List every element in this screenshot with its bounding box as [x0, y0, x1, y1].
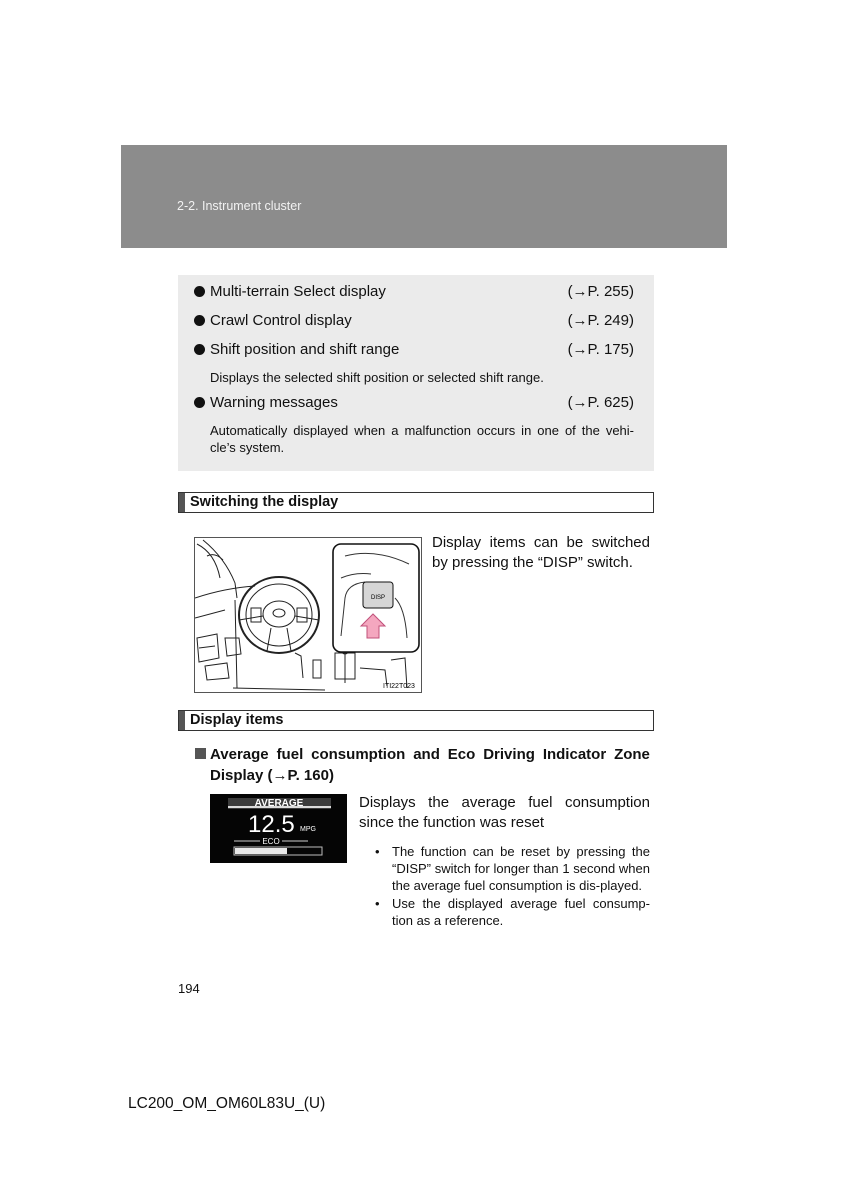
- section-heading-switching: [178, 492, 654, 513]
- subheading-word: Average: [195, 744, 269, 765]
- list-item-text: The function can be reset by pressing the “DISP” switch for longer than 1 second when the average fuel consumption is dis-played.: [392, 844, 650, 893]
- heading-marker: [179, 711, 185, 730]
- heading-text: Switching the display: [190, 494, 339, 510]
- item-note: Displays the selected shift position or selected shift range.: [210, 370, 544, 385]
- page-reference: (→P. 625): [567, 394, 634, 411]
- bullet-dot-icon: [194, 315, 205, 326]
- list-item: [375, 895, 650, 929]
- square-bullet-icon: [195, 748, 206, 759]
- list-item: [194, 394, 634, 411]
- subheading-line2: Display (→P. 160): [210, 767, 334, 784]
- item-label: Multi-terrain Select display: [210, 283, 386, 300]
- eco-display-screen: [210, 794, 347, 863]
- eco-screen-value: 12.5: [248, 811, 295, 838]
- list-item: [194, 312, 634, 329]
- item-label: Shift position and shift range: [210, 341, 400, 358]
- list-item-text: Use the displayed average fuel consump-tion as a reference.: [392, 896, 650, 928]
- subheading-word: Zone: [614, 746, 650, 763]
- dashboard-illustration: [194, 537, 422, 693]
- eco-display-graphic: [210, 794, 347, 863]
- page-reference: (→P. 175): [567, 341, 634, 358]
- header-band: [121, 145, 727, 248]
- subheading-word: Eco: [447, 746, 476, 763]
- subheading-word: Driving: [483, 746, 535, 763]
- item-label: Crawl Control display: [210, 312, 352, 329]
- switching-description: Display items can be switched by pressing the “DISP” switch.: [432, 534, 650, 571]
- list-item: [194, 341, 634, 358]
- steering-wheel-dashboard-icon: [195, 538, 421, 692]
- average-fuel-description: Displays the average fuel consumption since the function was reset: [359, 794, 650, 831]
- page-reference: (→P. 255): [567, 283, 634, 300]
- item-note: Automatically displayed when a malfunction occurs in one of the vehi-cle’s system.: [210, 423, 634, 455]
- item-label: Warning messages: [210, 394, 338, 411]
- note-list: [375, 843, 650, 930]
- section-heading-display-items: [178, 710, 654, 731]
- heading-marker: [179, 493, 185, 512]
- document-code: LC200_OM_OM60L83U_(U): [128, 1095, 326, 1112]
- page-reference: (→P. 249): [567, 312, 634, 329]
- bullet-dot-icon: •: [375, 844, 380, 859]
- bullet-dot-icon: [194, 286, 205, 297]
- subheading-word: Indicator: [542, 746, 607, 763]
- disp-button-label: DISP: [370, 595, 386, 601]
- eco-screen-label: ECO: [262, 837, 280, 846]
- subheading-word: consumption: [311, 746, 406, 763]
- info-box: [178, 275, 654, 471]
- page-number: 194: [178, 981, 200, 996]
- section-label: 2-2. Instrument cluster: [177, 199, 302, 213]
- eco-screen-title: AVERAGE: [254, 798, 304, 809]
- list-item: [375, 843, 650, 894]
- subheading: [195, 744, 650, 786]
- bullet-dot-icon: •: [375, 896, 380, 911]
- bullet-dot-icon: [194, 397, 205, 408]
- subheading-word: and: [413, 746, 440, 763]
- eco-screen-unit: MPG: [300, 826, 316, 833]
- subheading-line1: [195, 744, 650, 765]
- figure-code: ITI22T023: [383, 683, 415, 690]
- list-item: [194, 283, 634, 300]
- subheading-word: fuel: [276, 746, 304, 763]
- eco-zone-fill: [235, 848, 287, 854]
- bullet-dot-icon: [194, 344, 205, 355]
- heading-text: Display items: [190, 712, 284, 728]
